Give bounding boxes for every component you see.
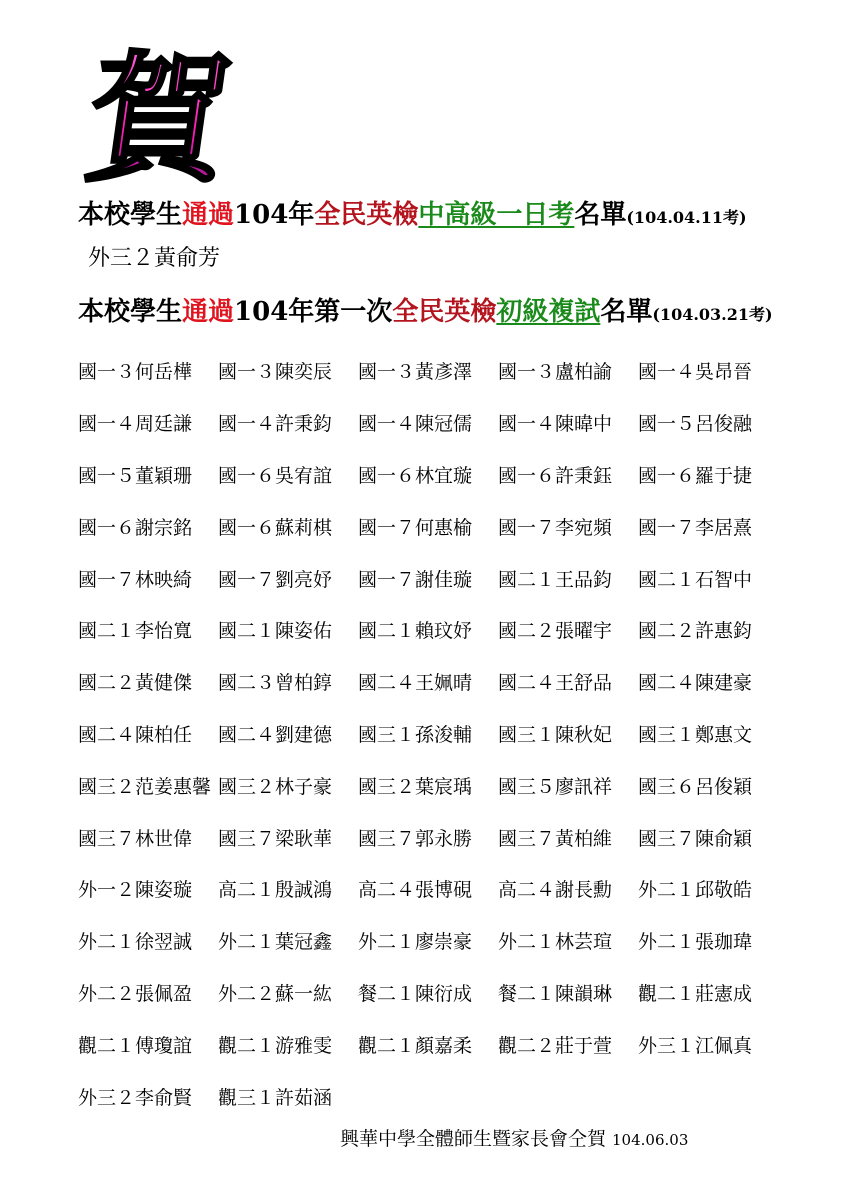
student-name: 國一６蘇莉棋 <box>218 516 333 539</box>
student-name: 國一６吳宥誼 <box>218 464 333 487</box>
student-name: 國二１李怡寬 <box>78 620 193 643</box>
student-name: 國二２許惠鈞 <box>638 620 753 643</box>
heading-level: 初級複試 <box>496 297 601 327</box>
student-name: 國一６羅于捷 <box>638 464 753 487</box>
student-name: 國三２林子豪 <box>218 775 333 798</box>
heading-date: (104.04.11考) <box>626 208 747 227</box>
student-name: 國一４吳昂晉 <box>638 361 753 384</box>
student-name: 觀三１許茹涵 <box>218 1086 333 1109</box>
student-name: 餐二１陳衍成 <box>358 982 473 1005</box>
name-row <box>78 708 778 760</box>
student-name: 國二４陳柏任 <box>78 723 193 746</box>
student-name: 國一３何岳樺 <box>78 361 193 384</box>
student-name: 國三２范姜惠馨 <box>78 775 212 798</box>
heading-pass: 通過 <box>182 200 235 230</box>
student-name: 國三７陳俞穎 <box>638 827 753 850</box>
student-name: 國一７劉亮妤 <box>218 568 333 591</box>
student-name: 國三１孫浚輔 <box>358 723 473 746</box>
name-row <box>78 967 778 1019</box>
heading-year: 104年第一次 <box>234 297 393 327</box>
student-name: 國一４陳冠儒 <box>358 413 473 436</box>
student-name: 高二４謝長勳 <box>498 879 613 902</box>
student-name: 外二１葉冠鑫 <box>218 931 333 954</box>
student-name: 國一４許秉鈞 <box>218 413 333 436</box>
student-name: 國三７梁耿華 <box>218 827 333 850</box>
student-name: 國一５董穎珊 <box>78 464 193 487</box>
name-row <box>78 863 778 915</box>
student-name: 國一７謝佳璇 <box>358 568 473 591</box>
heading-part: 本校學生 <box>78 200 183 230</box>
name-row <box>78 397 778 449</box>
student-name: 國三７黃柏維 <box>498 827 613 850</box>
student-name: 觀二１顏嘉柔 <box>358 1034 473 1057</box>
student-name: 觀二１莊憲成 <box>638 982 753 1005</box>
name-row <box>78 915 778 967</box>
heading-gept: 全民英檢 <box>392 297 497 327</box>
footer <box>340 1124 688 1151</box>
heading-elementary <box>78 291 773 328</box>
student-name: 國一４周廷謙 <box>78 413 193 436</box>
intermediate-name: 外三２黃俞芳 <box>88 246 221 271</box>
student-name: 國二４王舒品 <box>498 672 613 695</box>
student-name: 國二１王品鈞 <box>498 568 613 591</box>
name-row <box>78 345 778 397</box>
student-name: 國二３曾柏錞 <box>218 672 333 695</box>
heading-date: (104.03.21考) <box>652 305 773 324</box>
student-name: 國三１陳秋妃 <box>498 723 613 746</box>
heading-level: 中高級一日考 <box>418 200 575 230</box>
student-name: 高二４張博硯 <box>358 879 473 902</box>
student-name: 國二４陳建豪 <box>638 672 753 695</box>
student-name: 國二４王姵晴 <box>358 672 473 695</box>
heading-list: 名單 <box>574 200 627 230</box>
name-row <box>78 604 778 656</box>
student-name: 外三２李俞賢 <box>78 1086 193 1109</box>
student-name: 國一３陳奕辰 <box>218 361 333 384</box>
student-name: 國一７李宛頻 <box>498 516 613 539</box>
student-name: 國二１石智中 <box>638 568 753 591</box>
student-name: 外二１邱敬皓 <box>638 879 753 902</box>
name-row <box>78 759 778 811</box>
student-name: 國三７郭永勝 <box>358 827 473 850</box>
student-name: 外二１張珈瑋 <box>638 931 753 954</box>
footer-text: 興華中學全體師生暨家長會仝賀 <box>340 1128 607 1150</box>
student-name: 國一６林宜璇 <box>358 464 473 487</box>
student-name: 餐二１陳韻琳 <box>498 982 613 1005</box>
name-row <box>78 552 778 604</box>
student-name: 觀二１游雅雯 <box>218 1034 333 1057</box>
student-name: 外三１江佩真 <box>638 1034 753 1057</box>
name-row <box>78 449 778 501</box>
student-name: 國一６謝宗銘 <box>78 516 193 539</box>
student-name: 外二１廖崇豪 <box>358 931 473 954</box>
heading-year: 104年 <box>234 200 315 230</box>
student-name: 國一５呂俊融 <box>638 413 753 436</box>
student-name: 外一２陳姿璇 <box>78 879 193 902</box>
student-name: 國一７林映綺 <box>78 568 193 591</box>
student-name: 外二１徐翌誠 <box>78 931 193 954</box>
heading-part: 本校學生 <box>78 297 183 327</box>
footer-date: 104.06.03 <box>612 1131 689 1149</box>
student-name: 國二１陳姿佑 <box>218 620 333 643</box>
student-name: 國一３黃彥澤 <box>358 361 473 384</box>
student-name: 國一７李居熹 <box>638 516 753 539</box>
student-name: 國三１鄭惠文 <box>638 723 753 746</box>
name-list <box>78 345 778 1122</box>
name-row <box>78 656 778 708</box>
student-name: 國二２張曜宇 <box>498 620 613 643</box>
name-row <box>78 1070 778 1122</box>
student-name: 國三６呂俊穎 <box>638 775 753 798</box>
student-name: 國三５廖訊祥 <box>498 775 613 798</box>
student-name: 國三２葉宸瑀 <box>358 775 473 798</box>
student-name: 外二２張佩盈 <box>78 982 193 1005</box>
congratulations-logo <box>77 37 241 202</box>
name-row <box>78 811 778 863</box>
student-name: 觀二１傅瓊誼 <box>78 1034 193 1057</box>
heading-pass: 通過 <box>182 297 235 327</box>
student-name: 觀二２莊于萱 <box>498 1034 613 1057</box>
name-row <box>78 1018 778 1070</box>
student-name: 外二２蘇一紘 <box>218 982 333 1005</box>
student-name: 高二１殷誠鴻 <box>218 879 333 902</box>
student-name: 外二１林芸瑄 <box>498 931 613 954</box>
student-name: 國一４陳暐中 <box>498 413 613 436</box>
student-name: 國一７何惠榆 <box>358 516 473 539</box>
student-name: 國三７林世偉 <box>78 827 193 850</box>
heading-list: 名單 <box>600 297 653 327</box>
student-name: 國一６許秉鈺 <box>498 464 613 487</box>
name-row <box>78 500 778 552</box>
heading-intermediate <box>78 194 747 231</box>
student-name: 國二２黃健傑 <box>78 672 193 695</box>
student-name: 國一３盧柏諭 <box>498 361 613 384</box>
student-name: 國二１賴玟妤 <box>358 620 473 643</box>
logo-character: 賀 <box>77 37 241 202</box>
student-name: 國二４劉建德 <box>218 723 333 746</box>
heading-gept: 全民英檢 <box>314 200 419 230</box>
